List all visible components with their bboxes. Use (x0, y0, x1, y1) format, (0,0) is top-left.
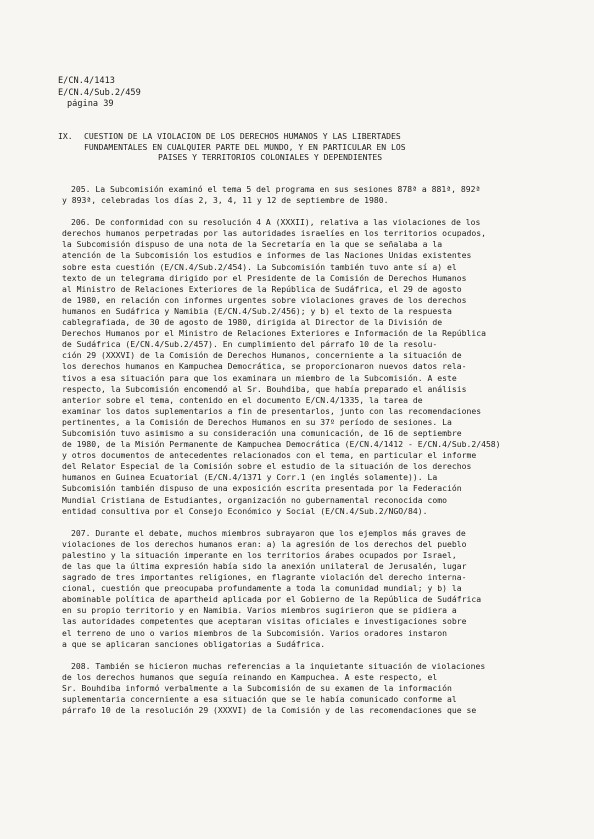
paragraph-207 (62, 528, 562, 650)
section-title-line: CUESTION DE LA VIOLACION DE LOS DERECHOS HUMANOS Y LAS LIBERTADES (84, 131, 401, 141)
paragraph-line: derechos humanos perpetradas por las autoridades israelíes en los territorios ocupados, (62, 228, 486, 239)
paragraph-line: 205. La Subcomisión examinó el tema 5 del programa en sus sesiones 878ª a 881ª, 892ª (71, 184, 481, 194)
paragraph-line: palestino y la situación imperante en los territorios árabes ocupados por Israel, (62, 549, 457, 560)
paragraph-line: al Ministro de Relaciones Exteriores de la República de Sudáfrica, el 29 de agosto (62, 283, 462, 294)
paragraph-line: la Subcomisión dispuso de una nota de la Secretaría en la que se señalaba a la (62, 239, 443, 250)
paragraph-line: pertinentes, a la Comisión de Derechos Humanos en su 37º período de sesiones. La (62, 416, 452, 427)
section-title-line: FUNDAMENTALES EN CUALQUIER PARTE DEL MUNDO, Y EN PARTICULAR EN LOS (84, 141, 406, 152)
paragraph-line: de 1980, en relación con informes urgentes sobre violaciones graves de los derechos (62, 294, 467, 305)
document-symbol-2: E/CN.4/Sub.2/459 (58, 87, 141, 98)
paragraph-line: Subcomisión tuvo asimismo a su consideración una comunicación, de 16 de septiembre (62, 427, 462, 438)
paragraph-line: atención de la Subcomisión los estudios e informes de las Naciones Unidas existentes (62, 250, 472, 261)
page-number: página 39 (67, 99, 114, 109)
section-number: IX. (58, 131, 73, 141)
paragraph-line: ción 29 (XXXVI) de la Comisión de Derechos Humanos, concerniente a la situación de (62, 350, 462, 361)
paragraph-206 (62, 217, 562, 517)
document-body (62, 184, 562, 727)
paragraph-line: sagrado de tres importantes religiones, en flagrante violación del derecho interna- (62, 572, 467, 583)
paragraph-line: abominable política de apartheid aplicada por el Gobierno de la República de Sudáfrica (62, 594, 482, 605)
paragraph-205 (62, 184, 562, 206)
paragraph-line: y otros documentos de antecedentes relacionados con el tema, en particular el informe (62, 450, 477, 461)
paragraph-line: 207. Durante el debate, muchos miembros subrayaron que los ejemplos más graves de (71, 527, 466, 538)
paragraph-line: 208. También se hicieron muchas referencias a la inquietante situación de violaciones (71, 660, 486, 671)
paragraph-line: Subcomisión también dispuso de una exposición escrita presentada por la Federación (62, 483, 462, 494)
paragraph-line: texto de un telegrama dirigido por el Presidente de la Comisión de Derechos Humanos (62, 272, 467, 283)
paragraph-line: de 1980, de la Misión Permanente de Kampuchea Democrática (E/CN.4/1412 - E/CN.4/Sub.2/458) (62, 439, 501, 450)
paragraph-line: anterior sobre el tema, contenido en el documento E/CN.4/1335, la tarea de (62, 394, 423, 405)
paragraph-line: Mundial Cristiana de Estudiantes, organización no gubernamental reconocida como (62, 494, 447, 505)
paragraph-line: cablegrafiada, de 30 de agosto de 1980, dirigida al Director de la División de (62, 317, 443, 328)
paragraph-208 (62, 661, 562, 716)
paragraph-line: suplementaria concerniente a esa situación que se le había comunicado conforme al (62, 694, 457, 705)
document-symbol-1: E/CN.4/1413 (58, 76, 115, 86)
paragraph-line: y 893ª, celebradas los días 2, 3, 4, 11 y 12 de septiembre de 1980. (62, 195, 389, 206)
paragraph-line: a que se aplicaran sanciones obligatorias a Sudáfrica. (62, 638, 326, 649)
document-reference (58, 76, 141, 111)
paragraph-line: tivos a esa situación para que los examinara un miembro de la Subcomisión. A este (62, 372, 457, 383)
paragraph-line: las autoridades competentes que aceptaran visitas oficiales e investigaciones sobre (62, 616, 467, 627)
paragraph-line: el terreno de uno o varios miembros de la Subcomisión. Varios oradores instaron (62, 627, 447, 638)
paragraph-line: humanos en Sudáfrica y Namibia (E/CN.4/Sub.2/456); y b) el texto de la respuesta (62, 305, 452, 316)
paragraph-line: humanos en Guinea Ecuatorial (E/CN.4/1371 y Corr.1 (en inglés solamente)). La (62, 472, 438, 483)
paragraph-line: los derechos humanos en Kampuchea Democrática, se proporcionaron nuevos datos rela- (62, 361, 467, 372)
paragraph-line: en su propio territorio y en Namibia. Varios miembros sugirieron que se pidiera a (62, 605, 457, 616)
paragraph-line: sobre esta cuestión (E/CN.4/Sub.2/454). La Subcomisión también tuvo ante sí a) el (62, 261, 457, 272)
paragraph-line: párrafo 10 de la resolución 29 (XXXVI) de la Comisión y de las recomendaciones que se (62, 705, 477, 716)
paragraph-line: Derechos Humanos por el Ministro de Relaciones Exteriores e Información de la República (62, 328, 486, 339)
paragraph-line: examinar los datos suplementarios a fin de presentarlos, junto con las recomendaciones (62, 405, 482, 416)
paragraph-line: de las que la última expresión había sido la anexión unilateral de Jerusalén, lugar (62, 561, 467, 571)
paragraph-line: del Relator Especial de la Comisión sobre el estudio de la situación de los derechos (62, 461, 472, 472)
paragraph-line: de Sudáfrica (E/CN.4/Sub.2/457). En cumplimiento del párrafo 10 de la resolu- (62, 339, 438, 350)
paragraph-line: violaciones de los derechos humanos eran: a) la agresión de los derechos del pueblo (62, 538, 467, 549)
paragraph-line: de los derechos humanos que seguía reinando en Kampuchea. A este respecto, el (62, 671, 438, 682)
paragraph-line: 206. De conformidad con su resolución 4 A (XXXII), relativa a las violaciones de los (71, 217, 481, 228)
section-title-line: PAISES Y TERRITORIOS COLONIALES Y DEPENDIENTES (158, 152, 383, 163)
paragraph-line: cional, cuestión que preocupaba profundamente a toda la comunidad mundial; y b) la (62, 583, 462, 594)
paragraph-line: Sr. Bouhdiba informó verbalmente a la Subcomisión de su examen de la información (62, 682, 452, 693)
paragraph-line: entidad consultiva por el Consejo Económico y Social (E/CN.4/Sub.2/NGO/84). (62, 505, 428, 516)
paragraph-line: respecto, la Subcomisión encomendó al Sr. Bouhdiba, que había preparado el análisis (62, 383, 467, 394)
